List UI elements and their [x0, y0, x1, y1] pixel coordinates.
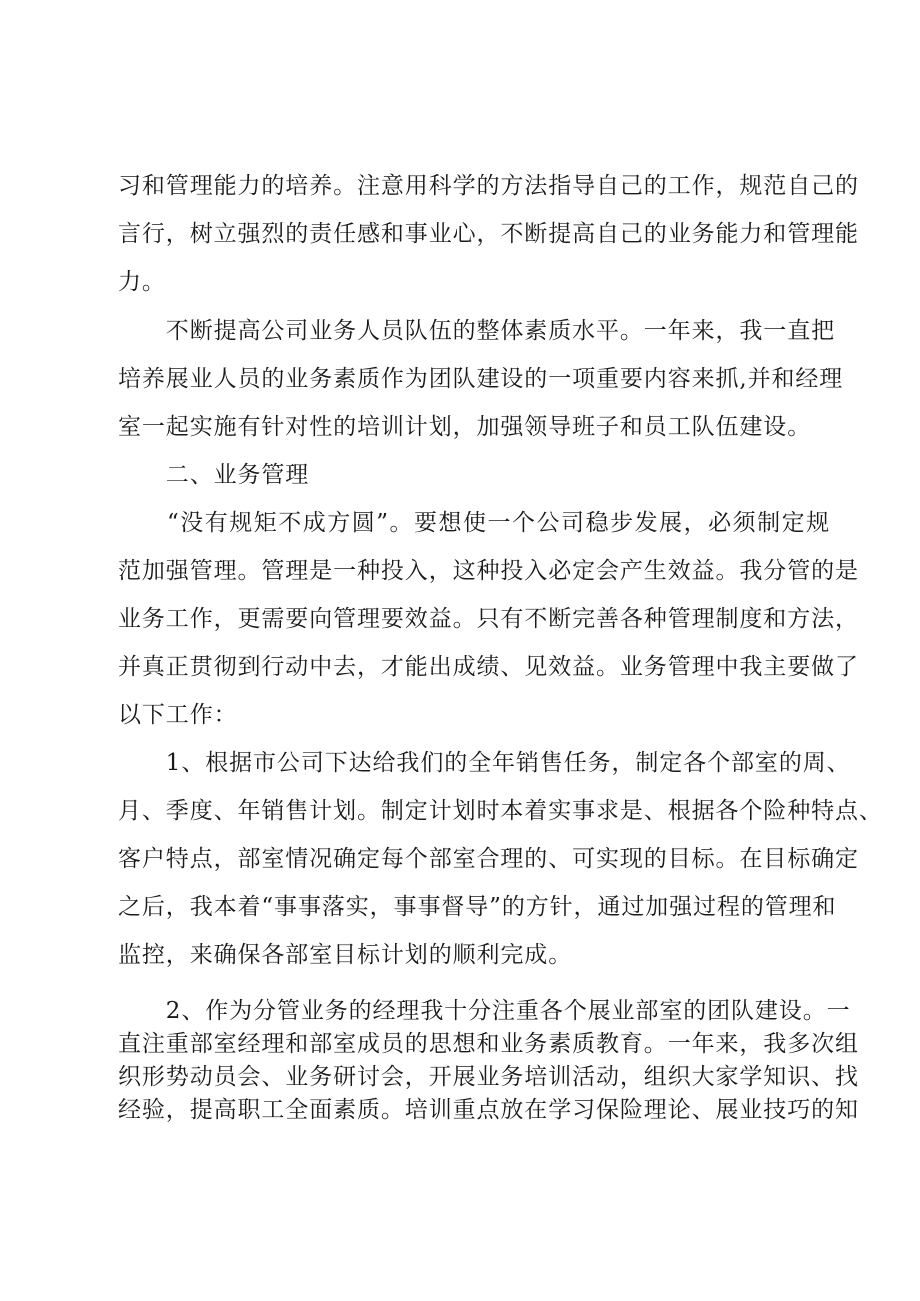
paragraph-item-1-sales-plan [118, 739, 883, 979]
section-heading: 二、业务管理 [118, 462, 310, 488]
text-line: 经验，提高职工全面素质。培训重点放在学习保险理论、展业技巧的知 [118, 1097, 859, 1123]
text-line: 以下工作： [118, 702, 238, 728]
text-line: “没有规矩不成方圆”。要想使一个公司稳步发展，必须制定规 [118, 510, 830, 536]
text-line: 客户特点，部室情况确定每个部室合理的、可实现的目标。在目标确定 [118, 846, 859, 872]
text-line: 1、根据市公司下达给我们的全年销售任务，制定各个部室的周、 [118, 750, 851, 776]
section-heading-business-management [118, 451, 830, 499]
paragraph-rules-and-management [118, 499, 859, 739]
text-line: 不断提高公司业务人员队伍的整体素质水平。一年来，我一直把 [118, 318, 835, 344]
paragraph-management-ability [118, 162, 859, 306]
text-line: 业务工作，更需要向管理要效益。只有不断完善各种管理制度和方法， [118, 606, 859, 632]
paragraph-item-2-team-building [118, 995, 859, 1127]
text-line: 并真正贯彻到行动中去，才能出成绩、见效益。业务管理中我主要做了 [118, 654, 859, 680]
text-line: 习和管理能力的培养。注意用科学的方法指导自己的工作，规范自己的 [118, 173, 859, 199]
text-line: 范加强管理。管理是一种投入，这种投入必定会产生效益。我分管的是 [118, 558, 859, 584]
paragraph-team-quality [118, 307, 844, 451]
text-line: 织形势动员会、业务研讨会，开展业务培训活动，组织大家学知识、找 [118, 1064, 859, 1090]
text-line: 培养展业人员的业务素质作为团队建设的一项重要内容来抓,并和经理 [118, 366, 844, 392]
text-line: 之后，我本着“事事落实，事事督导”的方针，通过加强过程的管理和 [118, 894, 837, 920]
text-line: 2、作为分管业务的经理我十分注重各个展业部室的团队建设。一 [118, 998, 851, 1024]
text-line: 直注重部室经理和部室成员的思想和业务素质教育。一年来，我多次组 [118, 1031, 859, 1057]
text-line: 言行，树立强烈的责任感和事业心，不断提高自己的业务能力和管理能 [118, 221, 859, 247]
text-line: 月、季度、年销售计划。制定计划时本着实事求是、根据各个险种特点、 [118, 798, 883, 824]
text-line: 力。 [118, 269, 166, 295]
text-line: 室一起实施有针对性的培训计划，加强领导班子和员工队伍建设。 [118, 414, 812, 440]
text-line: 监控，来确保各部室目标计划的顺利完成。 [118, 942, 573, 968]
